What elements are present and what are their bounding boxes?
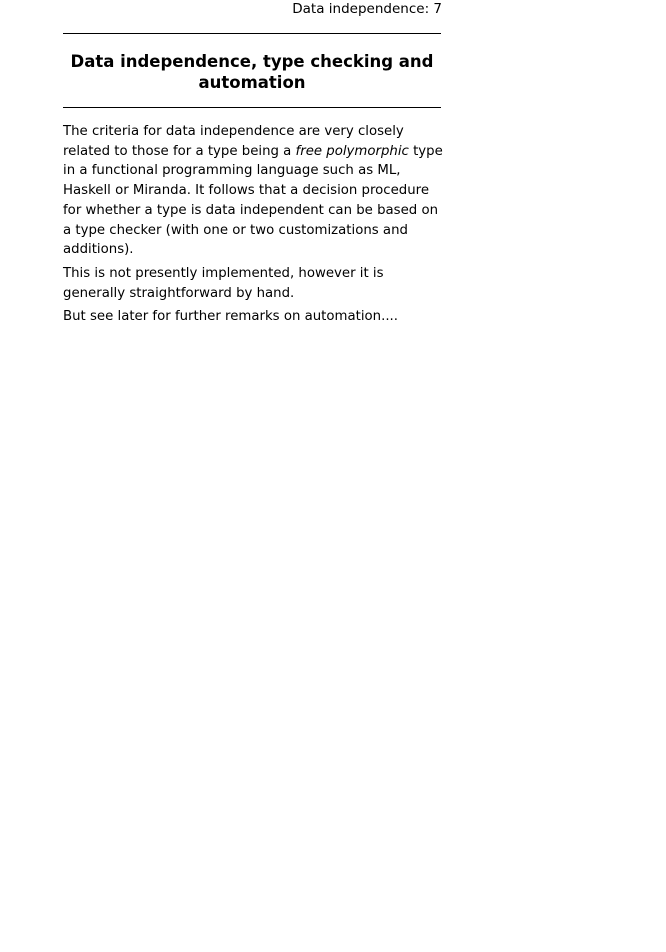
paragraph-2: This is not presently implemented, however it is generally straightforward by hand. (63, 265, 384, 301)
page-title (63, 51, 441, 93)
title-bottom-rule (63, 107, 441, 108)
body-text (63, 122, 449, 331)
paragraph-1 (63, 122, 449, 260)
paragraph-1-text-before: The criteria for data independence are very closely related to those for a type being a (63, 124, 404, 159)
title-top-rule (63, 33, 441, 34)
title-line-2: automation (198, 73, 306, 92)
paragraph-1-text-after: type in a functional programming language such as ML, Haskell or Miranda. It follows that a decision procedure for whether a type is data independent can be based on a type checker (with one or two customizations and additions). (63, 143, 443, 258)
paragraph-3: But see later for further remarks on automation.... (63, 309, 399, 325)
title-line-1: Data independence, type checking and (70, 52, 434, 71)
running-head: Data independence: 7 (292, 1, 442, 17)
paragraph-1-emphasis: free polymorphic (295, 143, 409, 159)
